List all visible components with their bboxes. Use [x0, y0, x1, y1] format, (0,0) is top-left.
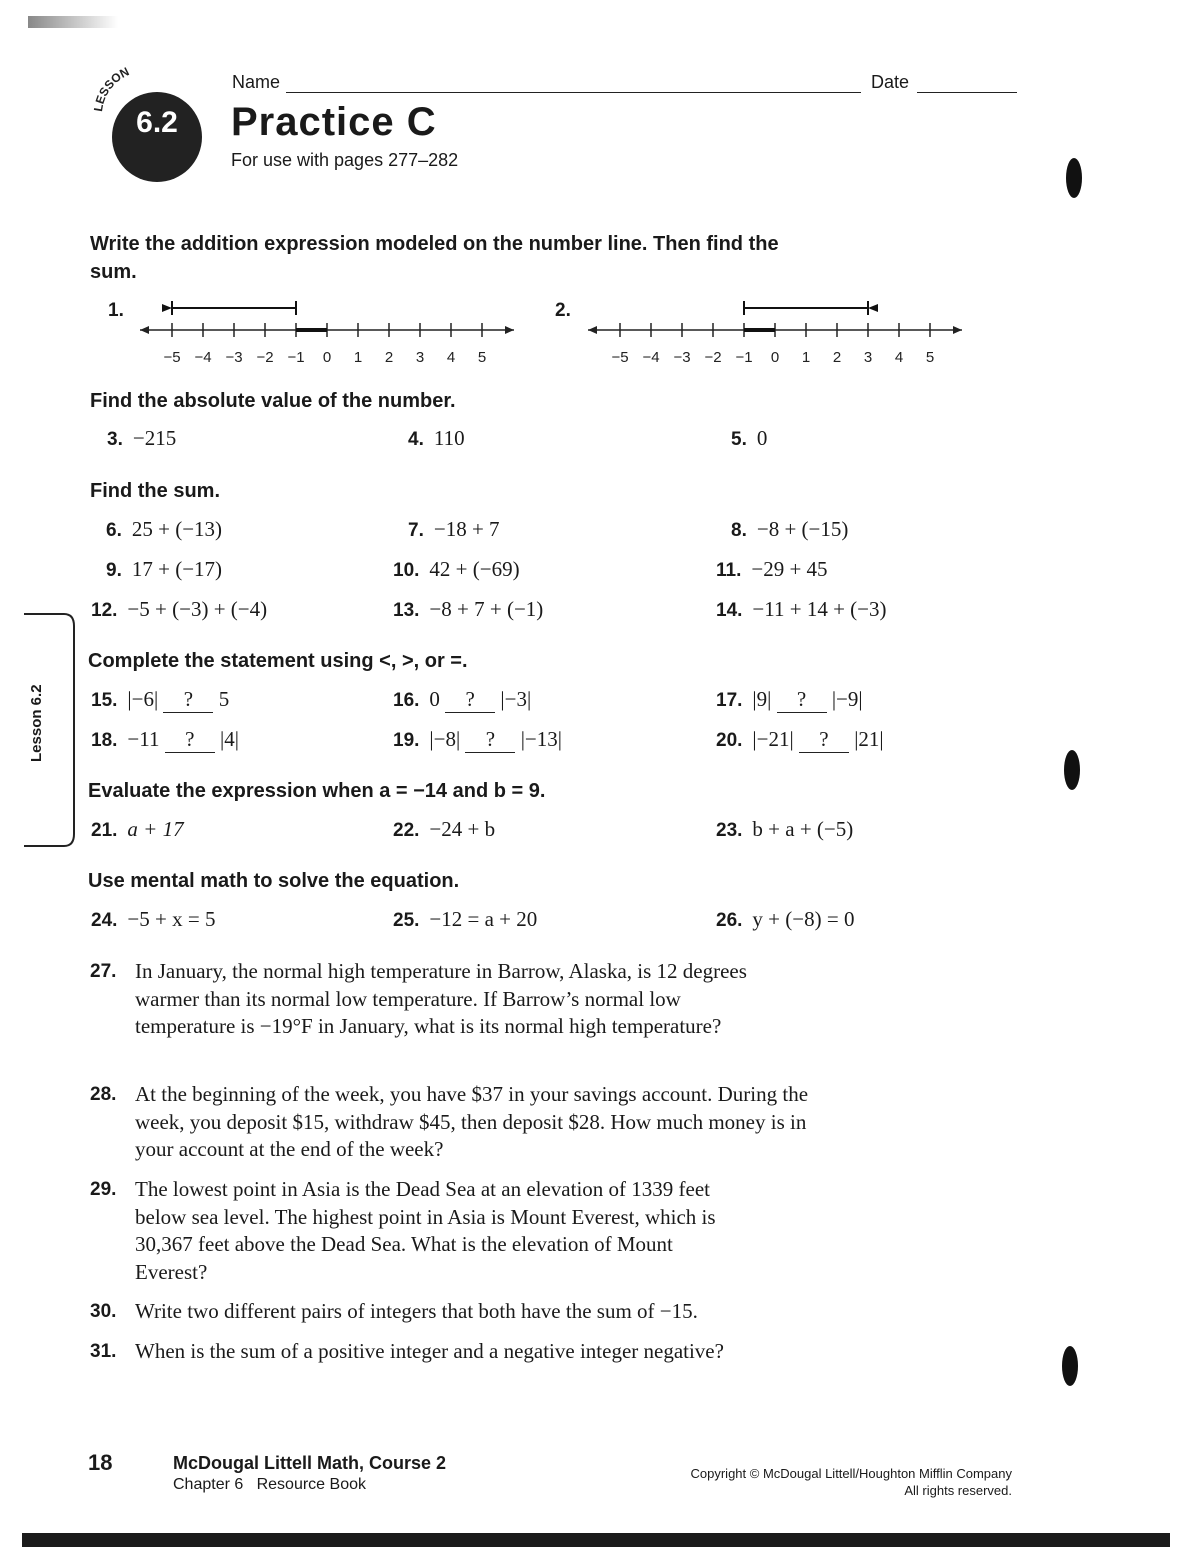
problem-21: [91, 817, 184, 842]
problem-text: 25 + (−13): [131, 517, 223, 541]
problem-23: [716, 817, 853, 842]
compare-right: |−9|: [831, 687, 863, 711]
problem-number: 20.: [716, 730, 743, 751]
problem-number: 7.: [408, 520, 424, 541]
problem-10: [393, 557, 520, 582]
lesson-badge: [112, 92, 202, 182]
chapter-label: Chapter 6 Resource Book: [173, 1476, 366, 1493]
problem-27: [90, 958, 750, 1041]
compare-right: 5: [218, 687, 230, 711]
problem-30: [90, 1298, 790, 1326]
problem-15: [91, 687, 229, 713]
problem-text: When is the sum of a positive integer and a negative integer negative?: [135, 1339, 724, 1363]
problem-number: 22.: [393, 820, 420, 841]
problem-number: 1.: [108, 300, 124, 321]
tick-label: 3: [863, 349, 873, 366]
arrow-head: [868, 304, 878, 312]
tick-label: −3: [673, 349, 691, 366]
problem-9: [106, 557, 222, 582]
problem-20: [716, 727, 884, 753]
problem-number: 3.: [107, 429, 123, 450]
problem-number: 30.: [90, 1301, 117, 1322]
problem-6: [106, 517, 222, 542]
problem-number: 29.: [90, 1179, 117, 1200]
problem-28: [90, 1081, 810, 1164]
problem-text: −24 + b: [429, 817, 496, 841]
tick-label: 1: [801, 349, 811, 366]
problem-text: 110: [433, 426, 465, 450]
compare-blank[interactable]: ?: [465, 727, 515, 753]
problem-text: The lowest point in Asia is the Dead Sea at an elevation of 1339 feet below sea level. The highest point in Asia is Mount Everest, which is 30,367 feet above the Dead Sea. What is the elevation of Mount Everest?: [135, 1177, 716, 1284]
problem-19: [393, 727, 562, 753]
tick-label: −4: [642, 349, 660, 366]
tick-label: −5: [611, 349, 629, 366]
problem-text: b + a + (−5): [752, 817, 854, 841]
bottom-scan-bar: [22, 1533, 1170, 1547]
problem-7: [408, 517, 500, 542]
section-heading-sum: Find the sum.: [90, 480, 220, 502]
compare-left: |−21|: [752, 727, 794, 751]
problem-text: −29 + 45: [751, 557, 828, 581]
problem-17: [716, 687, 863, 713]
compare-blank[interactable]: ?: [163, 687, 213, 713]
problem-text: 17 + (−17): [131, 557, 223, 581]
problem-text: −18 + 7: [433, 517, 500, 541]
problem-31: [90, 1338, 790, 1366]
compare-blank[interactable]: ?: [799, 727, 849, 753]
problem-text: −215: [132, 426, 177, 450]
tick-label: 2: [384, 349, 394, 366]
problem-number: 25.: [393, 910, 420, 931]
problem-number: 31.: [90, 1341, 117, 1362]
problem-number: 23.: [716, 820, 743, 841]
tick-label: 0: [770, 349, 780, 366]
problem-number: 6.: [106, 520, 122, 541]
problem-text: −11 + 14 + (−3): [752, 597, 887, 621]
problem-16: [393, 687, 531, 713]
problem-text: a + 17: [127, 817, 184, 841]
problem-text: −8 + 7 + (−1): [429, 597, 544, 621]
problem-13: [393, 597, 543, 622]
problem-text: 0: [756, 426, 768, 450]
tick-label: −2: [256, 349, 274, 366]
problem-number: 26.: [716, 910, 743, 931]
tick-label: 0: [322, 349, 332, 366]
axis-arrow-left: [140, 326, 149, 334]
binder-hole: [1064, 750, 1080, 790]
problem-3: [107, 426, 176, 451]
tick-label: −1: [287, 349, 305, 366]
name-field[interactable]: [286, 92, 861, 93]
tick-label: 1: [353, 349, 363, 366]
compare-blank[interactable]: ?: [445, 687, 495, 713]
compare-blank[interactable]: ?: [777, 687, 827, 713]
problem-12: [91, 597, 267, 622]
problem-text: −8 + (−15): [756, 517, 849, 541]
copyright-line: Copyright © McDougal Littell/Houghton Mifflin Company: [690, 1466, 1012, 1481]
axis-arrow-right: [953, 326, 962, 334]
problem-text: −12 = a + 20: [429, 907, 538, 931]
problem-25: [393, 907, 537, 932]
tick-label: 4: [446, 349, 456, 366]
section-heading-number-line: Write the addition expression modeled on the number line. Then find the sum.: [90, 233, 779, 283]
problem-number: 14.: [716, 600, 743, 621]
problem-number: 4.: [408, 429, 424, 450]
rights-line: All rights reserved.: [904, 1483, 1012, 1498]
problem-number: 12.: [91, 600, 118, 621]
problem-number: 28.: [90, 1084, 117, 1105]
number-line-2: [580, 296, 970, 368]
problem-number: 27.: [90, 961, 117, 982]
problem-number: 16.: [393, 690, 420, 711]
number-line-1: [134, 296, 524, 368]
problem-number: 11.: [716, 560, 742, 581]
problem-5: [731, 426, 767, 451]
copyright: [660, 1465, 1012, 1499]
book-title: McDougal Littell Math, Course 2: [173, 1453, 447, 1473]
problem-4: [408, 426, 465, 451]
name-label: Name: [232, 72, 281, 92]
tick-label: −2: [704, 349, 722, 366]
problem-number: 24.: [91, 910, 118, 931]
problem-29: [90, 1176, 750, 1286]
compare-left: 0: [429, 687, 440, 711]
problem-text: At the beginning of the week, you have $37 in your savings account. During the week, you deposit $15, withdraw $45, then deposit $28. How much money is in your account at the end of the week?: [135, 1082, 809, 1161]
compare-blank[interactable]: ?: [165, 727, 215, 753]
problem-14: [716, 597, 887, 622]
section-heading-absolute: Find the absolute value of the number.: [90, 390, 456, 412]
tick-label: 5: [477, 349, 487, 366]
problem-22: [393, 817, 495, 842]
side-tab-label: Lesson 6.2: [28, 684, 45, 762]
problem-number: 2.: [555, 300, 571, 321]
tick-label: −3: [225, 349, 243, 366]
problem-text: In January, the normal high temperature in Barrow, Alaska, is 12 degrees warmer than its normal low temperature. If Barrow’s normal low temperature is −19°F in January, what is its normal high temperature?: [135, 959, 747, 1038]
page-title: Practice C: [231, 100, 437, 144]
compare-left: |−8|: [429, 727, 461, 751]
page-subtitle: For use with pages 277–282: [231, 150, 459, 170]
compare-right: |21|: [854, 727, 884, 751]
problem-text: −5 + x = 5: [127, 907, 216, 931]
axis-arrow-right: [505, 326, 514, 334]
compare-left: −11: [127, 727, 160, 751]
binder-hole: [1062, 1346, 1078, 1386]
date-field[interactable]: [917, 92, 1017, 93]
tick-label: −4: [194, 349, 212, 366]
scan-shadow: [28, 16, 118, 28]
problem-text: y + (−8) = 0: [752, 907, 855, 931]
problem-number: 13.: [393, 600, 420, 621]
problem-text: Write two different pairs of integers that both have the sum of −15.: [135, 1299, 698, 1323]
compare-left: |9|: [752, 687, 772, 711]
problem-number: 21.: [91, 820, 118, 841]
problem-8: [731, 517, 848, 542]
page-number: 18: [88, 1450, 113, 1475]
problem-11: [716, 557, 828, 582]
problem-26: [716, 907, 854, 932]
problem-number: 10.: [393, 560, 420, 581]
problem-text: −5 + (−3) + (−4): [127, 597, 268, 621]
date-label: Date: [871, 72, 910, 92]
section-heading-mental: Use mental math to solve the equation.: [88, 870, 460, 892]
problem-18: [91, 727, 239, 753]
compare-right: |−13|: [520, 727, 562, 751]
problem-number: 19.: [393, 730, 420, 751]
problem-text: 42 + (−69): [429, 557, 520, 581]
axis-arrow-left: [588, 326, 597, 334]
problem-24: [91, 907, 215, 932]
compare-right: |4|: [220, 727, 239, 751]
section-heading-compare: Complete the statement using <, >, or =.: [88, 650, 468, 672]
compare-left: |−6|: [127, 687, 159, 711]
tick-label: 4: [894, 349, 904, 366]
tick-label: 2: [832, 349, 842, 366]
section-heading-evaluate: Evaluate the expression when a = −14 and b = 9.: [88, 780, 546, 802]
problem-number: 8.: [731, 520, 747, 541]
problem-number: 5.: [731, 429, 747, 450]
binder-hole: [1066, 158, 1082, 198]
problem-number: 15.: [91, 690, 118, 711]
problem-number: 18.: [91, 730, 118, 751]
compare-right: |−3|: [500, 687, 532, 711]
lesson-number: 6.2: [136, 106, 178, 139]
tick-label: −5: [163, 349, 181, 366]
problem-number: 9.: [106, 560, 122, 581]
tick-label: −1: [735, 349, 753, 366]
tick-label: 3: [415, 349, 425, 366]
arrow-head: [162, 304, 172, 312]
tick-label: 5: [925, 349, 935, 366]
problem-number: 17.: [716, 690, 743, 711]
lesson-word: LESSON: [90, 64, 132, 113]
